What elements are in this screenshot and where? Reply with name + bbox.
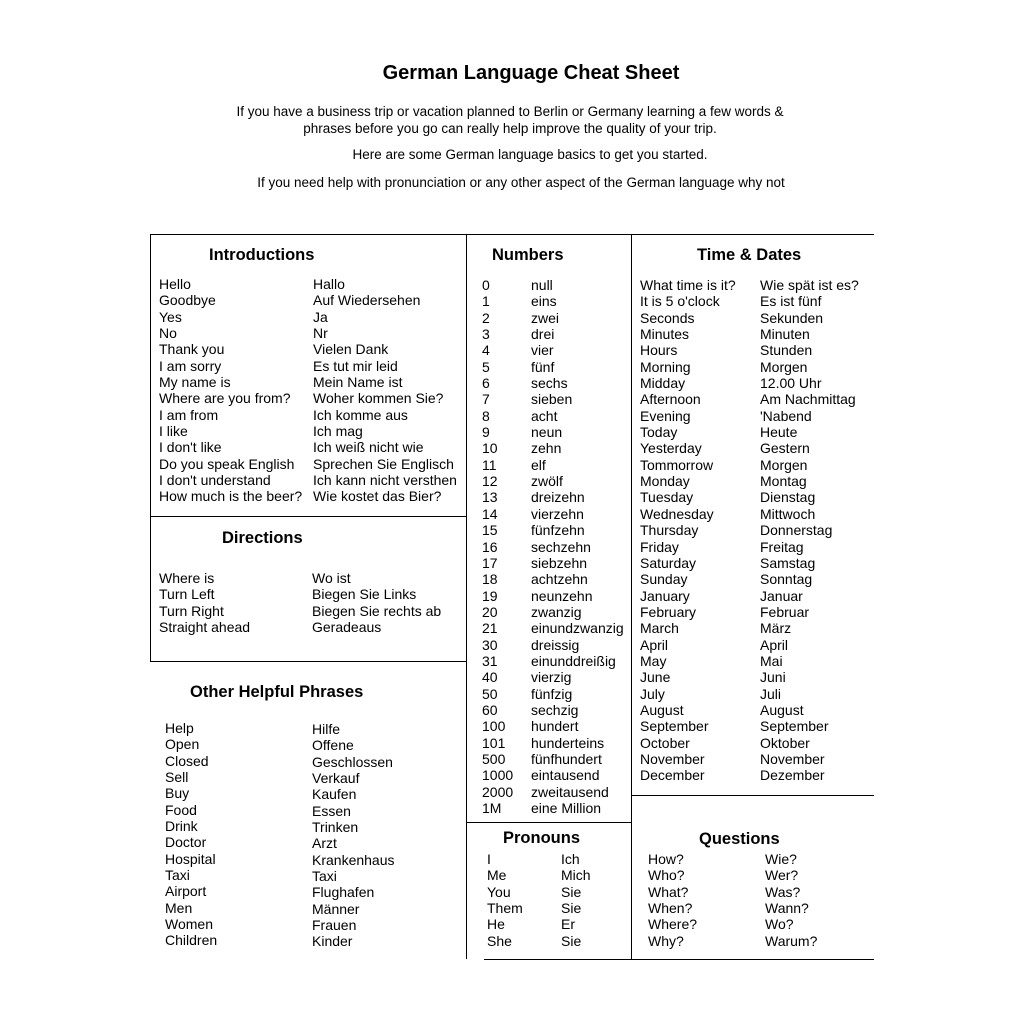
number-word-item: vierzehn — [531, 505, 584, 522]
number-digit-item: 8 — [482, 407, 490, 424]
question-english-item: Why? — [648, 932, 684, 949]
intro-line-2: phrases before you go can really help improve the quality of your trip. — [303, 121, 717, 136]
time-german-item: August — [760, 701, 804, 718]
left-border — [150, 234, 151, 662]
directions-english-item: Turn Right — [159, 602, 224, 619]
introductions-english-item: Yes — [159, 308, 182, 325]
time-german-item: Mittwoch — [760, 505, 816, 522]
phrases-german-item: Hilfe — [312, 721, 341, 737]
number-digit-item: 18 — [482, 571, 498, 588]
phrases-english-item: Women — [165, 916, 213, 933]
number-word-item: acht — [531, 407, 558, 424]
number-digit-item: 7 — [482, 391, 490, 408]
number-word-item: fünf — [531, 358, 555, 375]
number-word-item: neun — [531, 424, 563, 441]
questions-german-list — [765, 851, 817, 949]
time-english-item: August — [640, 701, 684, 718]
number-word-item: zwei — [531, 309, 560, 326]
phrases-english-item: Help — [165, 720, 194, 736]
introductions-german-item: Mein Name ist — [313, 374, 403, 391]
question-german-item: Wann? — [765, 900, 809, 917]
time-english-item: What time is it? — [640, 277, 736, 293]
number-word-item: sechs — [531, 375, 568, 392]
number-digit-item: 20 — [482, 603, 498, 620]
divider-directions-phrases — [150, 661, 466, 662]
phrases-english-item: Doctor — [165, 834, 207, 851]
number-word-item: fünfhundert — [531, 750, 602, 767]
pronoun-german-item: Sie — [561, 883, 582, 900]
questions-english-list — [648, 851, 697, 949]
time-english-item: Morning — [640, 358, 691, 375]
table-bottom-border — [484, 959, 874, 960]
time-german-item: November — [760, 750, 825, 767]
number-digit-item: 2 — [482, 309, 490, 326]
number-word-item: null — [531, 277, 553, 293]
time-german-item: Oktober — [760, 734, 810, 751]
introductions-german-item: Ja — [313, 308, 328, 325]
introductions-german-item: Es tut mir leid — [313, 357, 398, 374]
time-english-item: Minutes — [640, 326, 690, 343]
pronoun-english-item: Them — [487, 900, 523, 917]
phrases-german-item: Frauen — [312, 917, 357, 934]
number-digit-item: 10 — [482, 440, 498, 457]
divider-intro-numbers — [466, 234, 467, 959]
number-word-item: hunderteins — [531, 734, 605, 751]
time-german-item: Am Nachmittag — [760, 391, 856, 408]
number-word-item: zwölf — [531, 473, 563, 490]
number-digit-item: 6 — [482, 375, 490, 392]
phrases-english-item: Drink — [165, 818, 198, 835]
time-german-item: Donnerstag — [760, 522, 833, 539]
time-german-item: September — [760, 718, 829, 735]
introductions-english-item: Do you speak English — [159, 455, 295, 472]
introductions-german-list — [313, 276, 457, 505]
number-digit-item: 16 — [482, 538, 498, 555]
pronoun-german-item: Er — [561, 916, 575, 933]
number-word-item: elf — [531, 456, 546, 473]
time-german-item: April — [760, 636, 789, 653]
phrases-german-item: Geschlossen — [312, 753, 393, 770]
numbers-digit-list — [482, 277, 513, 816]
pronouns-title: Pronouns — [503, 829, 580, 847]
number-word-item: achtzehn — [531, 571, 588, 588]
time-english-item: Today — [640, 424, 678, 441]
introductions-english-item: No — [159, 325, 177, 342]
phrases-english-item: Taxi — [165, 867, 190, 884]
number-digit-item: 2000 — [482, 783, 514, 800]
introductions-english-item: I don't understand — [159, 472, 271, 489]
phrases-german-item: Offene — [312, 737, 354, 754]
number-word-item: einunddreißig — [531, 652, 616, 669]
directions-german-item: Geradeaus — [312, 619, 382, 636]
phrases-english-item: Hospital — [165, 850, 216, 867]
time-german-item: Minuten — [760, 326, 810, 343]
phrases-german-item: Taxi — [312, 868, 337, 885]
number-digit-item: 3 — [482, 326, 490, 343]
time-english-item: March — [640, 620, 679, 637]
pronoun-german-item: Sie — [561, 900, 582, 917]
time-english-list — [640, 277, 736, 784]
time-german-item: 12.00 Uhr — [760, 375, 822, 392]
phrases-german-item: Krankenhaus — [312, 851, 395, 868]
number-digit-item: 1000 — [482, 767, 514, 784]
time-english-item: Midday — [640, 375, 686, 392]
question-german-item: Wie? — [765, 851, 797, 867]
time-german-item: Mai — [760, 652, 783, 669]
pronouns-german-list — [561, 851, 591, 949]
phrases-german-item: Kinder — [312, 933, 353, 950]
time-german-item: Februar — [760, 603, 810, 620]
number-word-item: fünfzehn — [531, 522, 585, 539]
number-word-item: einundzwanzig — [531, 620, 624, 637]
time-english-item: Afternoon — [640, 391, 701, 408]
number-word-item: fünfzig — [531, 685, 573, 702]
number-digit-item: 14 — [482, 505, 498, 522]
introductions-english-item: Goodbye — [159, 292, 216, 309]
introductions-english-item: How much is the beer? — [159, 488, 303, 505]
time-english-item: Tommorrow — [640, 456, 714, 473]
time-german-item: Juni — [760, 669, 786, 686]
introductions-german-item: Auf Wiedersehen — [313, 292, 421, 309]
phrases-english-item: Airport — [165, 883, 207, 900]
introductions-german-item: Vielen Dank — [313, 341, 389, 358]
time-english-item: Friday — [640, 538, 679, 555]
directions-english-list — [159, 570, 250, 635]
time-english-item: Hours — [640, 342, 678, 359]
introductions-german-item: Ich weiß nicht wie — [313, 439, 424, 456]
intro-line-3: Here are some German language basics to get you started. — [352, 147, 708, 162]
introductions-german-item: Ich kann nicht versthen — [313, 472, 457, 489]
number-word-item: dreizehn — [531, 489, 585, 506]
pronoun-german-item: Mich — [561, 867, 591, 884]
time-english-item: Yesterday — [640, 440, 702, 457]
number-digit-item: 1 — [482, 293, 490, 310]
time-german-item: Wie spät ist es? — [760, 277, 859, 293]
time-english-item: April — [640, 636, 669, 653]
directions-english-item: Where is — [159, 570, 215, 586]
phrases-german-item: Flughafen — [312, 884, 375, 901]
number-digit-item: 12 — [482, 473, 498, 490]
time-english-item: Saturday — [640, 554, 697, 571]
number-word-item: eine Million — [531, 800, 602, 816]
time-english-item: Wednesday — [640, 505, 714, 522]
number-word-item: vier — [531, 342, 554, 359]
time-english-item: It is 5 o'clock — [640, 293, 720, 310]
question-german-item: Warum? — [765, 932, 818, 949]
introductions-english-item: Where are you from? — [159, 390, 291, 407]
time-german-item: Dezember — [760, 767, 825, 784]
number-word-item: sechzehn — [531, 538, 591, 555]
divider-intro-directions — [150, 516, 466, 517]
phrases-english-item: Closed — [165, 752, 209, 769]
numbers-title: Numbers — [492, 246, 564, 264]
introductions-english-item: I like — [159, 423, 188, 440]
time-german-item: Morgen — [760, 358, 808, 375]
phrases-title: Other Helpful Phrases — [190, 683, 364, 701]
pronoun-german-item: Ich — [561, 851, 580, 867]
time-english-item: May — [640, 652, 667, 669]
number-word-item: siebzehn — [531, 554, 588, 571]
question-english-item: Where? — [648, 916, 698, 933]
phrases-english-list — [165, 720, 217, 949]
number-digit-item: 13 — [482, 489, 498, 506]
divider-numbers-pronouns — [466, 822, 631, 823]
pronoun-english-item: She — [487, 932, 512, 949]
time-english-item: Evening — [640, 407, 691, 424]
introductions-english-item: I don't like — [159, 439, 222, 456]
introductions-english-item: Thank you — [159, 341, 225, 358]
question-german-item: Wo? — [765, 916, 794, 933]
time-german-item: Samstag — [760, 554, 816, 571]
intro-line-4: If you need help with pronunciation or any other aspect of the German language why not — [257, 175, 785, 190]
number-digit-item: 40 — [482, 669, 498, 686]
time-english-item: June — [640, 669, 671, 686]
phrases-english-item: Food — [165, 801, 197, 818]
number-word-item: eins — [531, 293, 557, 310]
pronoun-english-item: Me — [487, 867, 507, 884]
number-digit-item: 4 — [482, 342, 490, 359]
time-english-item: Sunday — [640, 571, 688, 588]
time-german-item: Morgen — [760, 456, 808, 473]
number-word-item: sechzig — [531, 701, 579, 718]
number-digit-item: 101 — [482, 734, 506, 751]
pronoun-english-item: He — [487, 916, 505, 933]
introductions-german-item: Woher kommen Sie? — [313, 390, 444, 407]
number-digit-item: 5 — [482, 358, 490, 375]
page-title: German Language Cheat Sheet — [382, 62, 680, 84]
time-german-item: Stunden — [760, 342, 813, 359]
number-word-item: zehn — [531, 440, 562, 457]
time-german-item: Es ist fünf — [760, 293, 822, 310]
pronoun-german-item: Sie — [561, 932, 582, 949]
introductions-title: Introductions — [209, 246, 315, 264]
question-german-item: Was? — [765, 883, 801, 900]
phrases-german-list — [312, 721, 395, 950]
introductions-english-item: I am sorry — [159, 357, 222, 374]
time-german-item: Januar — [760, 587, 803, 604]
introductions-english-item: My name is — [159, 374, 231, 391]
time-english-item: Tuesday — [640, 489, 694, 506]
directions-english-item: Turn Left — [159, 586, 215, 603]
number-word-item: drei — [531, 326, 555, 343]
time-german-item: Dienstag — [760, 489, 816, 506]
number-digit-item: 0 — [482, 277, 490, 293]
directions-german-item: Biegen Sie Links — [312, 586, 417, 603]
pronoun-english-item: You — [487, 883, 511, 900]
number-digit-item: 1M — [482, 800, 502, 816]
number-word-item: zwanzig — [531, 603, 582, 620]
time-english-item: February — [640, 603, 697, 620]
time-english-item: September — [640, 718, 709, 735]
phrases-english-item: Open — [165, 736, 200, 753]
phrases-german-item: Männer — [312, 900, 360, 917]
time-english-item: January — [640, 587, 690, 604]
time-german-item: Gestern — [760, 440, 810, 457]
number-digit-item: 15 — [482, 522, 498, 539]
phrases-german-item: Kaufen — [312, 786, 357, 803]
time-german-item: Montag — [760, 473, 807, 490]
pronouns-english-list — [487, 851, 523, 949]
number-digit-item: 9 — [482, 424, 490, 441]
time-english-item: December — [640, 767, 705, 784]
directions-title: Directions — [222, 529, 303, 547]
number-digit-item: 31 — [482, 652, 498, 669]
number-word-item: vierzig — [531, 669, 572, 686]
number-digit-item: 100 — [482, 718, 506, 735]
time-german-item: März — [760, 620, 792, 637]
question-english-item: Who? — [648, 867, 685, 884]
pronoun-english-item: I — [487, 851, 491, 867]
number-digit-item: 17 — [482, 554, 498, 571]
question-english-item: How? — [648, 851, 684, 867]
introductions-german-item: Ich komme aus — [313, 406, 408, 423]
time-german-item: Sekunden — [760, 309, 824, 326]
phrases-english-item: Buy — [165, 785, 190, 802]
numbers-word-list — [531, 277, 624, 816]
number-word-item: zweitausend — [531, 783, 609, 800]
phrases-english-item: Men — [165, 899, 193, 916]
introductions-german-item: Wie kostet das Bier? — [313, 488, 442, 505]
time-german-item: Juli — [760, 685, 782, 702]
time-title: Time & Dates — [697, 246, 802, 264]
time-german-list — [760, 277, 859, 784]
divider-numbers-time — [631, 234, 632, 959]
phrases-german-item: Verkauf — [312, 770, 360, 787]
number-digit-item: 21 — [482, 620, 498, 637]
time-german-item: 'Nabend — [760, 407, 812, 424]
intro-line-1: If you have a business trip or vacation planned to Berlin or Germany learning a few words & — [236, 104, 784, 119]
introductions-german-item: Ich mag — [313, 423, 363, 440]
phrases-english-item: Sell — [165, 769, 189, 786]
directions-german-item: Wo ist — [312, 570, 351, 586]
time-english-item: July — [640, 685, 665, 702]
question-german-item: Wer? — [765, 867, 799, 884]
directions-english-item: Straight ahead — [159, 619, 251, 636]
number-word-item: eintausend — [531, 767, 600, 784]
number-word-item: neunzehn — [531, 587, 593, 604]
table-top-border — [150, 234, 874, 235]
time-english-item: Seconds — [640, 309, 695, 326]
phrases-english-item: Children — [165, 932, 218, 949]
number-digit-item: 500 — [482, 750, 506, 767]
time-german-item: Freitag — [760, 538, 804, 555]
phrases-german-item: Trinken — [312, 819, 359, 836]
number-digit-item: 50 — [482, 685, 498, 702]
questions-title: Questions — [699, 830, 780, 848]
time-english-item: October — [640, 734, 690, 751]
number-word-item: hundert — [531, 718, 579, 735]
time-english-item: Monday — [640, 473, 690, 490]
question-english-item: When? — [648, 900, 693, 917]
number-word-item: sieben — [531, 391, 573, 408]
time-german-item: Sonntag — [760, 571, 813, 588]
number-digit-item: 60 — [482, 701, 498, 718]
number-digit-item: 19 — [482, 587, 498, 604]
number-digit-item: 11 — [482, 456, 497, 473]
directions-german-list — [312, 570, 441, 635]
introductions-german-item: Hallo — [313, 276, 345, 292]
phrases-german-item: Essen — [312, 802, 351, 819]
time-german-item: Heute — [760, 424, 798, 441]
time-english-item: November — [640, 750, 705, 767]
number-word-item: dreissig — [531, 636, 580, 653]
phrases-german-item: Arzt — [312, 835, 337, 852]
directions-german-item: Biegen Sie rechts ab — [312, 602, 442, 619]
introductions-german-item: Nr — [313, 325, 328, 342]
question-english-item: What? — [648, 883, 689, 900]
introductions-german-item: Sprechen Sie Englisch — [313, 455, 454, 472]
number-digit-item: 30 — [482, 636, 498, 653]
introductions-english-item: Hello — [159, 276, 191, 292]
introductions-english-list — [159, 276, 302, 505]
time-english-item: Thursday — [640, 522, 699, 539]
introductions-english-item: I am from — [159, 406, 219, 423]
divider-time-questions — [631, 795, 874, 796]
